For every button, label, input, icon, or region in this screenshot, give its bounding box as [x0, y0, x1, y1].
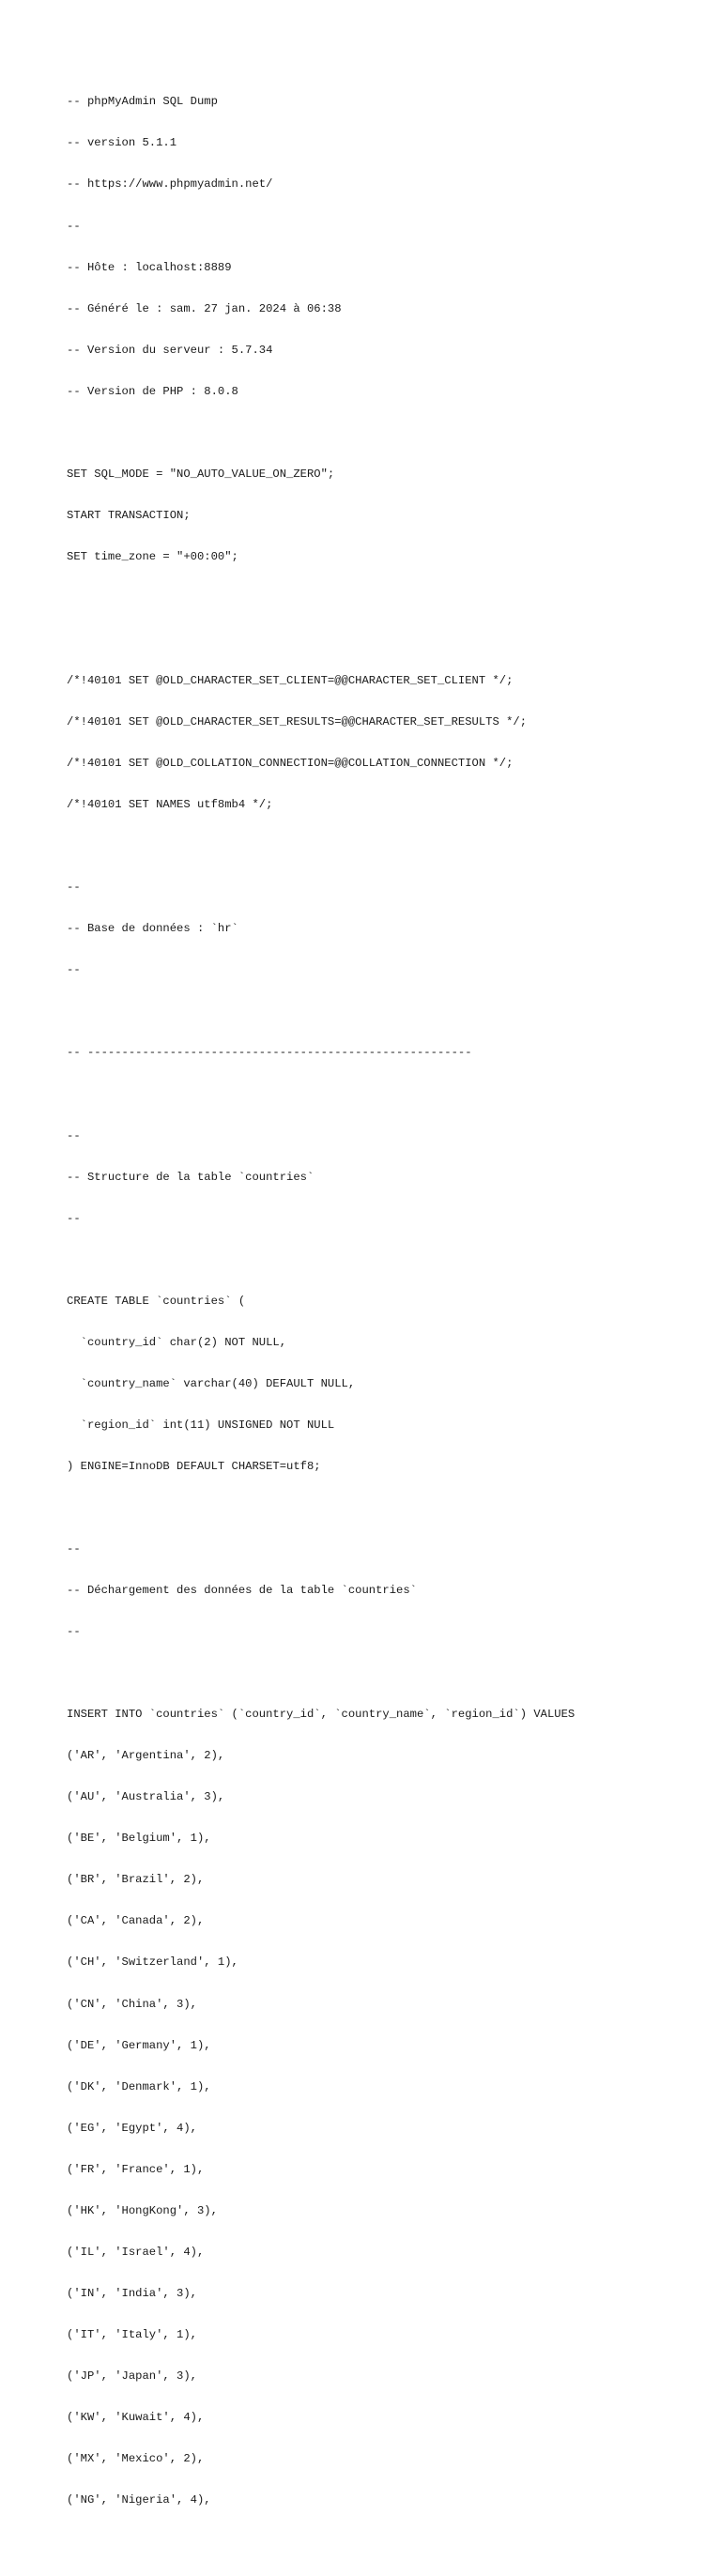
sql-dump-text [67, 68, 575, 2576]
code-line: ('HK', 'HongKong', 3), [67, 2203, 218, 2217]
code-line: -- Version de PHP : 8.0.8 [67, 384, 238, 398]
code-line: SET SQL_MODE = "NO_AUTO_VALUE_ON_ZERO"; [67, 467, 335, 481]
code-line: -- Structure de la table `countries` [67, 1170, 314, 1184]
code-line: -- version 5.1.1 [67, 136, 177, 150]
code-line [67, 633, 575, 647]
code-line: ('MX', 'Mexico', 2), [67, 2452, 205, 2466]
code-line [67, 1088, 575, 1102]
code-line: ('DK', 'Denmark', 1), [67, 2079, 211, 2093]
code-line: -- Base de données : `hr` [67, 922, 238, 936]
code-line: ('AR', 'Argentina', 2), [67, 1749, 225, 1763]
code-line: -- [67, 963, 81, 977]
code-line: ('CH', 'Switzerland', 1), [67, 1955, 238, 1970]
code-line: -- phpMyAdmin SQL Dump [67, 95, 218, 109]
code-line: START TRANSACTION; [67, 508, 191, 522]
code-line: ('CA', 'Canada', 2), [67, 1914, 205, 1928]
code-line: `country_name` varchar(40) DEFAULT NULL, [67, 1376, 356, 1390]
code-line: ('IN', 'India', 3), [67, 2286, 197, 2300]
code-line: -- Version du serveur : 5.7.34 [67, 343, 273, 357]
code-line [67, 1253, 575, 1267]
code-line: CREATE TABLE `countries` ( [67, 1294, 246, 1308]
code-line: -- https://www.phpmyadmin.net/ [67, 177, 273, 192]
code-line: -- [67, 219, 81, 233]
code-line [67, 1004, 575, 1019]
code-line [67, 1501, 575, 1515]
code-line: ('IL', 'Israel', 4), [67, 2245, 205, 2259]
code-line: -- [67, 1128, 81, 1142]
code-line: ('KW', 'Kuwait', 4), [67, 2411, 205, 2424]
code-line: `country_id` char(2) NOT NULL, [67, 1335, 287, 1349]
code-line: ('AU', 'Australia', 3), [67, 1790, 225, 1804]
code-line: -- [67, 1625, 81, 1639]
code-line: INSERT INTO `countries` (`country_id`, `country_name`, `region_id`) VALUES [67, 1708, 575, 1722]
code-line: ('DE', 'Germany', 1), [67, 2038, 211, 2052]
code-line: ('BR', 'Brazil', 2), [67, 1873, 205, 1887]
code-line [67, 2535, 575, 2549]
code-line: -- [67, 881, 81, 895]
code-line: /*!40101 SET @OLD_CHARACTER_SET_RESULTS=@@CHARACTER_SET_RESULTS */; [67, 715, 528, 729]
code-line: SET time_zone = "+00:00"; [67, 549, 238, 563]
code-line: -- [67, 1211, 81, 1225]
code-line [67, 839, 575, 853]
code-line: -- Hôte : localhost:8889 [67, 260, 232, 274]
code-line: ('IT', 'Italy', 1), [67, 2327, 197, 2341]
code-line: /*!40101 SET NAMES utf8mb4 */; [67, 798, 273, 812]
code-line: ('EG', 'Egypt', 4), [67, 2121, 197, 2135]
code-line: -- -------------------------------------------------------- [67, 1046, 472, 1060]
code-line: -- Généré le : sam. 27 jan. 2024 à 06:38 [67, 301, 342, 315]
code-line: -- [67, 1542, 81, 1556]
code-line: /*!40101 SET @OLD_CHARACTER_SET_CLIENT=@@CHARACTER_SET_CLIENT */; [67, 674, 514, 688]
code-line: `region_id` int(11) UNSIGNED NOT NULL [67, 1418, 335, 1432]
code-line [67, 1666, 575, 1680]
code-line [67, 591, 575, 606]
code-line: ('JP', 'Japan', 3), [67, 2369, 197, 2383]
code-line: ('FR', 'France', 1), [67, 2162, 205, 2176]
code-line: ('BE', 'Belgium', 1), [67, 1832, 211, 1846]
code-line: ('CN', 'China', 3), [67, 1997, 197, 2011]
code-line: -- Déchargement des données de la table `countries` [67, 1584, 417, 1598]
code-line: ) ENGINE=InnoDB DEFAULT CHARSET=utf8; [67, 1459, 321, 1473]
code-line: ('NG', 'Nigeria', 4), [67, 2493, 211, 2507]
code-line [67, 426, 575, 440]
code-line: /*!40101 SET @OLD_COLLATION_CONNECTION=@@COLLATION_CONNECTION */; [67, 757, 514, 771]
